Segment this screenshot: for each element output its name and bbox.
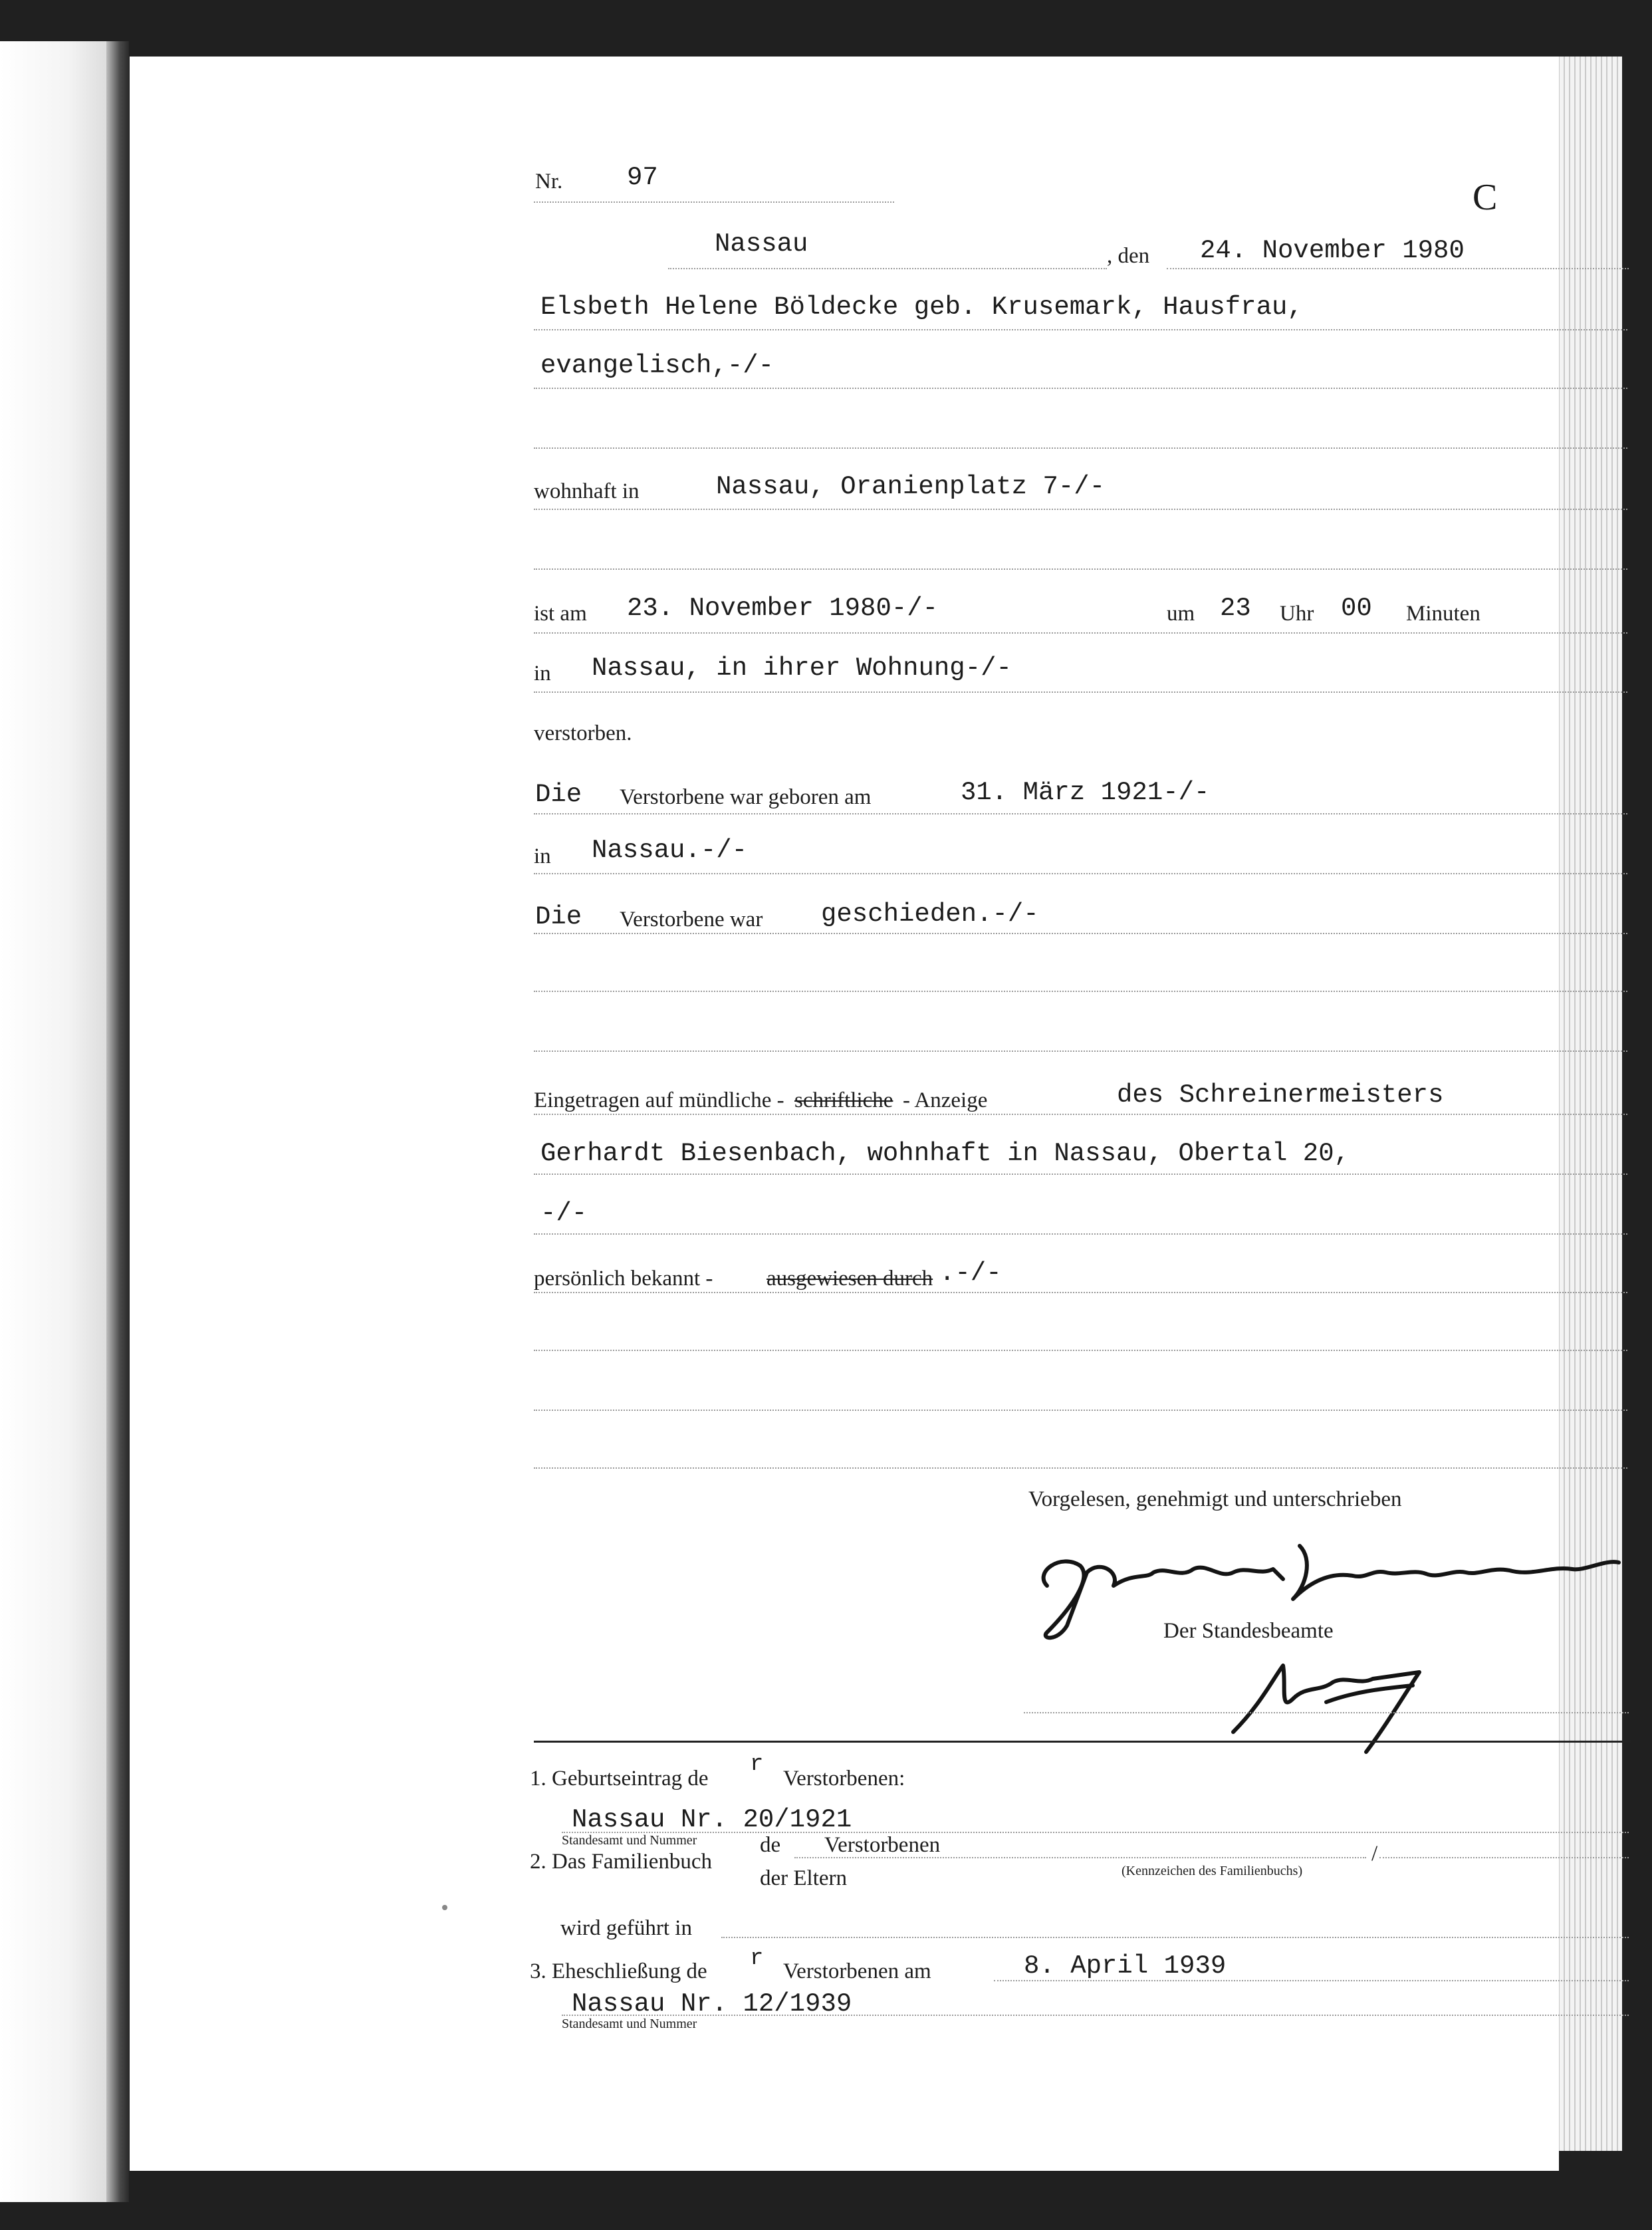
informant-line1: des Schreinermeisters (1117, 1080, 1444, 1110)
item1-suffix: Verstorbenen: (783, 1767, 905, 1791)
record-date: 24. November 1980 (1200, 236, 1465, 265)
standesamt-label-1: Standesamt und Nummer (562, 1833, 697, 1848)
item1-r: r (750, 1752, 764, 1777)
paper-speck (442, 1905, 447, 1910)
date-rule (1167, 268, 1629, 269)
residence-rule (534, 509, 1627, 510)
blank-rule-6 (534, 1467, 1627, 1469)
marriage-entry-value: Nassau Nr. 12/1939 (572, 1989, 852, 2019)
familienbuch-rule-2 (1379, 1857, 1629, 1858)
name-rule-3 (534, 447, 1627, 449)
register-page (130, 57, 1559, 2171)
bekannt-rule (534, 1292, 1627, 1293)
birth-entry-value: Nassau Nr. 20/1921 (572, 1805, 852, 1834)
eingetragen-label: Eingetragen auf mündliche - (534, 1088, 784, 1112)
die-typed-2: Die (535, 902, 582, 931)
blank-rule-3 (534, 1051, 1627, 1052)
anzeige-label: - Anzeige (903, 1088, 988, 1112)
birth-entry-rule (562, 1832, 1629, 1833)
birth-place: Nassau.-/- (592, 836, 748, 865)
item2-eltern: der Eltern (760, 1866, 848, 1890)
wird-label: wird geführt in (560, 1916, 692, 1940)
death-place-rule (534, 691, 1627, 693)
signature-rule (1024, 1712, 1629, 1713)
footer-separator (534, 1741, 1631, 1743)
item2-label: 2. Das Familienbuch (530, 1850, 713, 1874)
blank-rule-1 (534, 568, 1627, 570)
item2-verstorbenen: Verstorbenen (824, 1833, 941, 1857)
informant-rule-2 (534, 1174, 1627, 1175)
birth-place-rule (534, 873, 1627, 874)
death-hour: 23 (1220, 594, 1251, 623)
deceased-name-line2: evangelisch,-/- (540, 351, 774, 380)
item3-label: 3. Eheschließung de (530, 1959, 707, 1983)
book-gutter (106, 41, 129, 2202)
die-typed-1: Die (535, 780, 582, 809)
deceased-name-line1: Elsbeth Helene Böldecke geb. Krusemark, Hausfrau, (540, 293, 1303, 322)
wohnhaft-label: wohnhaft in (534, 479, 640, 503)
den-label: , den (1107, 244, 1150, 268)
familienbuch-rule (794, 1857, 1366, 1858)
marriage-date-rule (994, 1980, 1629, 1981)
status-rule (534, 933, 1627, 934)
minuten-label: Minuten (1406, 602, 1480, 626)
item3-suffix: Verstorbenen am (783, 1959, 931, 1983)
page-stack-edge (1549, 57, 1622, 2151)
informant-rule-1 (534, 1114, 1627, 1115)
marital-status: geschieden.-/- (821, 900, 1039, 929)
nr-rule (534, 201, 894, 203)
birth-date-rule (534, 813, 1627, 814)
informant-line2: Gerhardt Biesenbach, wohnhaft in Nassau, Obertal 20, (540, 1139, 1350, 1168)
entry-number: 97 (627, 163, 658, 192)
kennzeichen-label: (Kennzeichen des Familienbuchs) (1121, 1864, 1303, 1878)
blank-rule-4 (534, 1350, 1627, 1351)
registrar-signature (1220, 1652, 1439, 1759)
death-date: 23. November 1980-/- (627, 594, 939, 623)
bekannt-label: persönlich bekannt - (534, 1267, 713, 1291)
death-minutes: 00 (1341, 594, 1372, 623)
place-value: Nassau (715, 229, 808, 259)
ist-am-label: ist am (534, 602, 587, 626)
born-label: Verstorbene war geboren am (620, 785, 872, 809)
name-rule-1 (534, 329, 1627, 330)
item3-r: r (750, 1946, 764, 1971)
vorgelesen-label: Vorgelesen, genehmigt und unterschrieben (1028, 1487, 1402, 1511)
schriftliche-struck: schriftliche (794, 1088, 893, 1112)
item2-slash: / (1371, 1842, 1378, 1866)
status-label: Verstorbene war (620, 908, 763, 931)
ausgewiesen-struck: ausgewiesen durch (767, 1267, 933, 1291)
standesbeamte-label: Der Standesbeamte (1163, 1619, 1334, 1643)
residence-value: Nassau, Oranienplatz 7-/- (716, 472, 1106, 501)
standesamt-label-2: Standesamt und Nummer (562, 2017, 697, 2031)
bekannt-value: .-/- (939, 1259, 1002, 1288)
blank-rule-5 (534, 1410, 1627, 1411)
verstorben-label: verstorben. (534, 721, 632, 745)
item2-de: de (760, 1833, 781, 1857)
place-rule (668, 268, 1107, 269)
marriage-date: 8. April 1939 (1024, 1951, 1227, 1981)
death-date-rule (534, 632, 1627, 634)
death-place: Nassau, in ihrer Wohnung-/- (592, 654, 1012, 683)
corner-letter: C (1473, 177, 1498, 218)
item1-label: 1. Geburtseintrag de (530, 1767, 709, 1791)
in-label: in (534, 662, 551, 685)
name-rule-2 (534, 388, 1627, 389)
left-page (0, 41, 113, 2202)
informant-line3: -/- (540, 1199, 588, 1228)
marriage-entry-rule (562, 2015, 1629, 2016)
blank-rule-2 (534, 991, 1627, 992)
in-label-2: in (534, 844, 551, 868)
um-label: um (1167, 602, 1195, 626)
wird-rule (721, 1937, 1629, 1938)
nr-label: Nr. (535, 170, 563, 193)
uhr-label: Uhr (1280, 602, 1314, 626)
birth-date: 31. März 1921-/- (961, 778, 1210, 807)
informant-rule-3 (534, 1233, 1627, 1235)
